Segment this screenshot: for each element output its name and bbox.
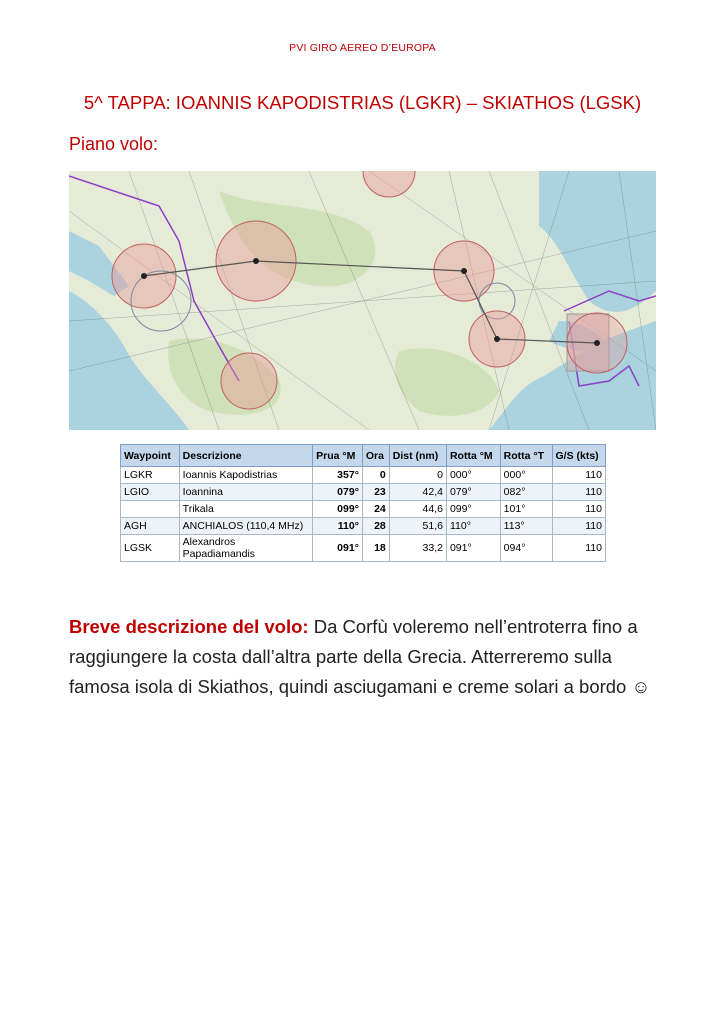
table-row (121, 501, 606, 518)
cell-gs: 110 (552, 467, 606, 484)
zone-aktion (221, 353, 277, 409)
table-row (121, 467, 606, 484)
cell-prua: 357° (313, 467, 363, 484)
cell-rotta-t: 000° (500, 467, 552, 484)
cell-prua: 099° (313, 501, 363, 518)
cell-gs: 110 (552, 501, 606, 518)
waypoint-agh (494, 336, 500, 342)
cell-descrizione: ANCHIALOS (110,4 MHz) (179, 518, 312, 535)
cell-rotta-t: 094° (500, 535, 552, 562)
table-row (121, 535, 606, 562)
cell-ora: 28 (362, 518, 389, 535)
cell-waypoint: LGKR (121, 467, 180, 484)
cell-rotta-m: 099° (446, 501, 500, 518)
cell-ora: 24 (362, 501, 389, 518)
waypoint-lgsk (594, 340, 600, 346)
cell-gs: 110 (552, 518, 606, 535)
col-ora: Ora (362, 445, 389, 467)
waypoint-trikala (461, 268, 467, 274)
cell-waypoint: LGSK (121, 535, 180, 562)
cell-rotta-m: 091° (446, 535, 500, 562)
page-title: 5^ TAPPA: IOANNIS KAPODISTRIAS (LGKR) – SKIATHOS (LGSK) (83, 92, 642, 113)
col-rotta-m: Rotta °M (446, 445, 500, 467)
cell-prua: 110° (313, 518, 363, 535)
waypoint-lgio (253, 258, 259, 264)
cell-descrizione: Ioannis Kapodistrias (179, 467, 312, 484)
cell-prua: 079° (313, 484, 363, 501)
cell-descrizione: Alexandros Papadiamandis (179, 535, 312, 562)
flight-map[interactable] (69, 171, 656, 430)
col-gs: G/S (kts) (552, 445, 606, 467)
cell-descrizione: Ioannina (179, 484, 312, 501)
flight-plan-label: Piano volo: (69, 134, 159, 154)
table-header-row (121, 445, 606, 467)
cell-rotta-m: 079° (446, 484, 500, 501)
flight-description (69, 612, 659, 702)
cell-gs: 110 (552, 484, 606, 501)
table-row (121, 484, 606, 501)
description-text: Da Corfù voleremo nell’entroterra fino a raggiungere la costa dall’altra parte della Grecia. Atterreremo sulla famosa isola di Skiathos, quindi asciugamani e creme solari a bordo ☺ (69, 616, 651, 697)
cell-waypoint: LGIO (121, 484, 180, 501)
cell-dist: 42,4 (389, 484, 446, 501)
cell-dist: 44,6 (389, 501, 446, 518)
cell-rotta-m: 110° (446, 518, 500, 535)
cell-dist: 0 (389, 467, 446, 484)
cell-descrizione: Trikala (179, 501, 312, 518)
cell-ora: 23 (362, 484, 389, 501)
cell-ora: 0 (362, 467, 389, 484)
cell-prua: 091° (313, 535, 363, 562)
table-row (121, 518, 606, 535)
col-waypoint: Waypoint (121, 445, 180, 467)
cell-dist: 33,2 (389, 535, 446, 562)
cell-rotta-m: 000° (446, 467, 500, 484)
col-descrizione: Descrizione (179, 445, 312, 467)
cell-rotta-t: 101° (500, 501, 552, 518)
cell-dist: 51,6 (389, 518, 446, 535)
col-rotta-t: Rotta °T (500, 445, 552, 467)
cell-waypoint (121, 501, 180, 518)
description-label: Breve descrizione del volo: (69, 616, 309, 637)
page-header: PVI GIRO AEREO D’EUROPA (289, 42, 436, 54)
waypoint-lgkr (141, 273, 147, 279)
col-dist: Dist (nm) (389, 445, 446, 467)
cell-rotta-t: 082° (500, 484, 552, 501)
cell-rotta-t: 113° (500, 518, 552, 535)
cell-gs: 110 (552, 535, 606, 562)
cell-ora: 18 (362, 535, 389, 562)
cell-waypoint: AGH (121, 518, 180, 535)
flight-plan-table (120, 444, 606, 562)
col-prua: Prua °M (313, 445, 363, 467)
map-graphic (69, 171, 656, 430)
